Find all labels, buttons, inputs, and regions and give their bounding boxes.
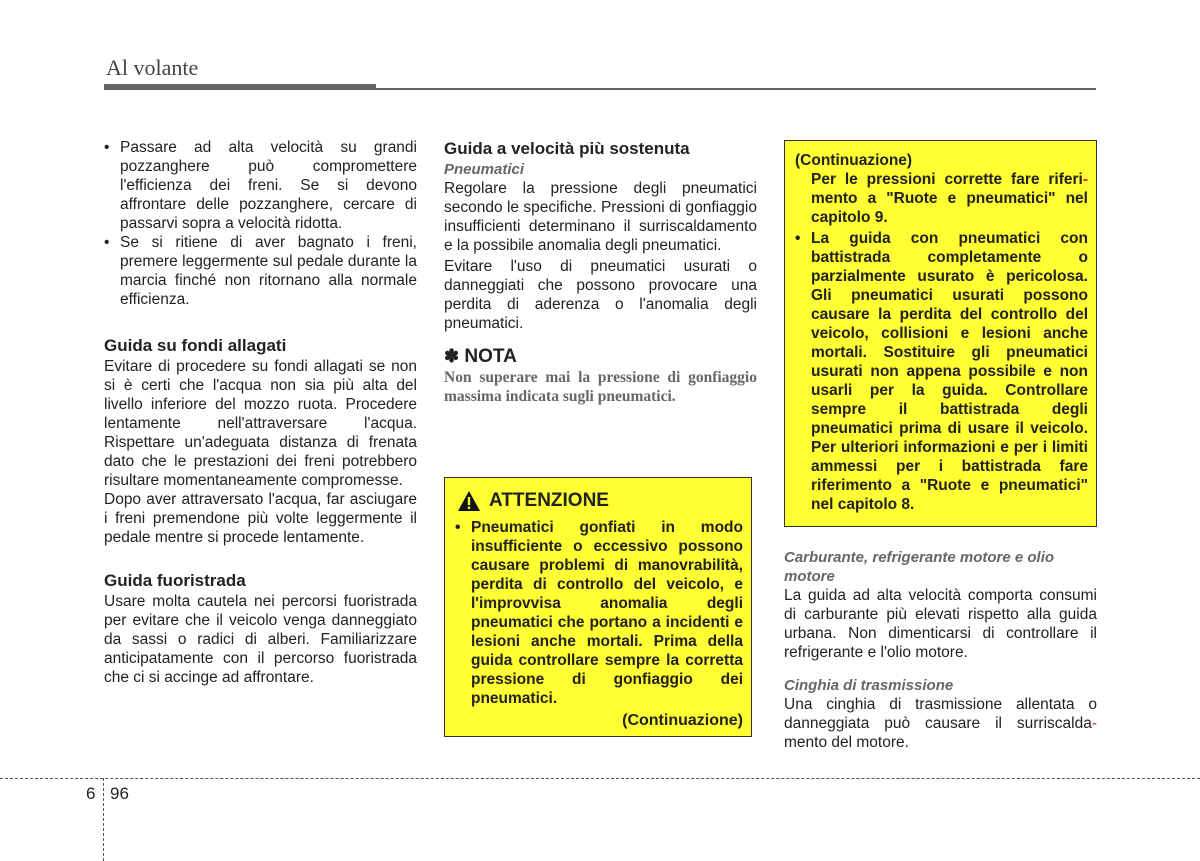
section-heading-velocita: Guida a velocità più sostenuta: [444, 139, 690, 158]
subheading-cinghia: Cinghia di trasmissione: [784, 677, 954, 694]
column-middle: [444, 138, 757, 406]
list-item: • Pneumatici gonfiati in modo insufficiente o eccessivo possono causare problemi di manovrabilità, perdita di controllo del veicolo, e l'improvvisa anomalia degli pneumatici che portano a incidenti e lesioni anche mortali. Prima della guida controllare sempre la corretta pressione di gonfiaggio dei pneumatici.: [455, 518, 743, 708]
warning-list: [795, 229, 1088, 514]
subheading-pneumatici: Pneumatici: [444, 161, 525, 178]
warning-list: [455, 518, 743, 708]
list-item: • Se si ritiene di aver bagnato i freni, premere leggermente sul pedale durante la marcia finché non ritornano alla normale efficienza.: [104, 233, 417, 309]
hyphen: -: [1082, 171, 1088, 188]
warning-box-continued: [784, 140, 1097, 527]
footer-divider: [0, 778, 1200, 779]
text-segment: mento a "Ruote e pneumatici" nel capitolo 9.: [811, 190, 1088, 226]
paragraph: Dopo aver attraversato l'acqua, far asciugare i freni premendone più volte leggermente il pedale mentre si procede lentamente.: [104, 491, 417, 546]
warning-title: ATTENZIONE: [489, 490, 609, 511]
column-right: [784, 548, 1097, 752]
text-segment: Per le pressioni corrette fare riferi: [811, 171, 1083, 188]
paragraph: La guida ad alta velocità comporta consumi di carburante più elevati rispetto alla guida urbana. Non dimenticarsi di controllare il refrigerante e l'olio motore.: [784, 587, 1097, 661]
section-heading-allagati: Guida su fondi allagati: [104, 336, 287, 355]
bullet-list: [104, 138, 417, 309]
warning-box: [444, 477, 752, 737]
subheading-carburante: Carburante, refrigerante motore e olio motore: [784, 549, 1055, 585]
paragraph: [795, 170, 1088, 227]
section-number: 6: [86, 784, 96, 803]
paragraph: Evitare di procedere su fondi allagati se non si è certi che l'acqua non sia più alta del livello inferiore del mozzo ruota. Procedere lentamente nell'attraversare l'acqua. Rispettare un'adeguata distanza di frenata dato che le prestazioni dei freni potrebbero risultare momentaneamente compromesse.: [104, 358, 417, 489]
note-text: Non superare mai la pressione di gonfiaggio massima indicata sugli pneumatici.: [444, 369, 757, 405]
paragraph: Usare molta cautela nei percorsi fuoristrada per evitare che il veicolo venga danneggiato da sassi o radici di alberi. Familiarizzare anticipatamente con il percorso fuoristrada che ci si accinge ad affrontare.: [104, 593, 417, 686]
paragraph: Regolare la pressione degli pneumatici secondo le specifiche. Pressioni di gonfiaggio insufficienti determinano il surriscaldamento e la possibile anomalia degli pneumatici.: [444, 180, 757, 254]
page-number: 96: [110, 784, 129, 803]
page-header-title: Al volante: [106, 55, 199, 80]
text-segment: mento del motore.: [784, 734, 909, 751]
section-heading-fuoristrada: Guida fuoristrada: [104, 571, 246, 590]
paragraph: [784, 695, 1097, 752]
note-heading: [444, 345, 757, 368]
footer-divider-vertical: [103, 778, 104, 861]
list-item: • La guida con pneumatici con battistrada completamente o parzialmente usurato è pericolosa. Gli pneumatici usurati possono causare la perdita del controllo del veicolo, collisioni e lesioni anche mortali. Sostituire gli pneumatici usurati non appena possibile e non usarli per la guida. Controllare sempre il battistrada degli pneumatici prima di usare il veicolo. Per ulteriori informazioni e per i limiti ammessi per i battistrada fare riferimento a "Ruote e pneumatici" nel capitolo 8.: [795, 229, 1088, 514]
warning-heading: [455, 488, 743, 514]
column-left: [104, 138, 417, 687]
hyphen: -: [1091, 715, 1097, 732]
note-title: NOTA: [464, 346, 517, 367]
paragraph: Evitare l'uso di pneumatici usurati o danneggiati che possono provocare una perdita di aderenza o l'anomalia degli pneumatici.: [444, 258, 757, 332]
warning-triangle-icon: [457, 490, 481, 512]
text-segment: Una cinghia di trasmissione allentata o danneggiata può causare il surriscalda: [784, 696, 1097, 732]
continued-label: (Continuazione): [795, 152, 913, 169]
list-item: • Passare ad alta velocità su grandi pozzanghere può compromettere l'efficienza dei freni. Se si devono affrontare delle pozzanghere, cercare di passarvi sopra a velocità ridotta.: [104, 138, 417, 233]
header-rule-thick: [104, 84, 376, 90]
header-rule-thin: [376, 88, 1096, 90]
asterisk-icon: ✽: [444, 346, 460, 366]
continued-label: (Continuazione): [622, 712, 743, 729]
